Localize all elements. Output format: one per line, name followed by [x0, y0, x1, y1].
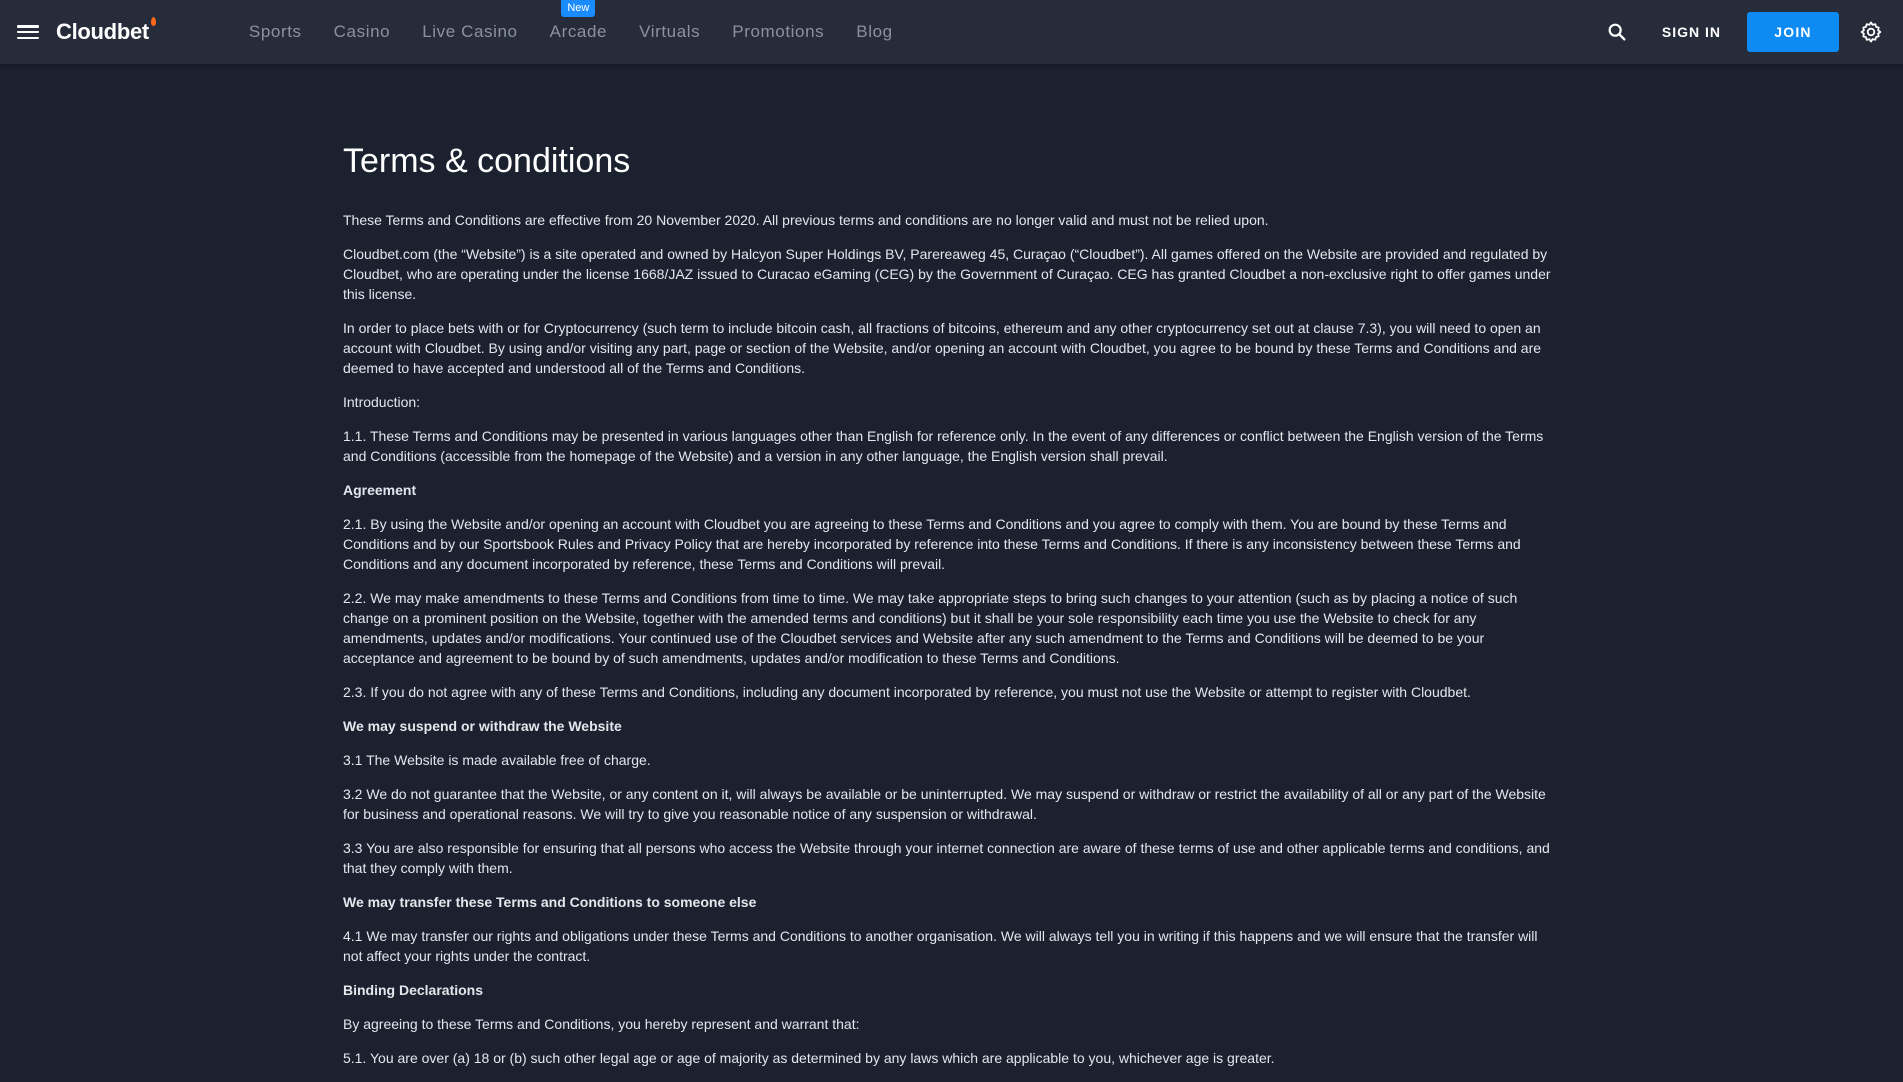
- terms-paragraph: 3.2 We do not guarantee that the Website, or any content on it, will always be available or be uninterrupted. We may suspend or withdraw or restrict the availability of all or any part of the Website for business and operational reasons. We will try to give you reasonable notice of any suspension or withdrawal.: [343, 786, 1546, 822]
- nav-label: Promotions: [732, 22, 825, 41]
- nav-label: Sports: [248, 22, 302, 41]
- section-heading: Agreement: [343, 482, 417, 498]
- top-navigation-bar: [0, 0, 1903, 64]
- terms-paragraph: Introduction:: [343, 394, 421, 410]
- search-icon[interactable]: [1606, 21, 1628, 43]
- menu-icon[interactable]: [15, 22, 41, 42]
- nav-item-promotions[interactable]: [732, 0, 824, 64]
- gear-icon[interactable]: [1859, 20, 1883, 44]
- header-actions: [1606, 0, 1903, 64]
- main-nav: [249, 0, 925, 64]
- nav-label: Virtuals: [639, 22, 701, 41]
- section-heading: We may transfer these Terms and Conditions to someone else: [343, 894, 757, 910]
- section-heading: We may suspend or withdraw the Website: [343, 718, 622, 734]
- nav-label: Arcade: [549, 22, 608, 41]
- nav-item-casino[interactable]: [334, 0, 391, 64]
- nav-item-sports[interactable]: [249, 0, 302, 64]
- terms-paragraph: In order to place bets with or for Cryptocurrency (such term to include bitcoin cash, all fractions of bitcoins, ethereum and any other cryptocurrency set out at clause 7.3), you will need to open an account with Cloudbet. By using and/or visiting any part, page or section of the Website, and/or opening an account with Cloudbet, you agree to be bound by these Terms and Conditions and are deemed to have accepted and understood all of the Terms and Conditions.: [343, 320, 1542, 376]
- terms-paragraph: 3.3 You are also responsible for ensuring that all persons who access the Website through your internet connection are aware of these terms of use and other applicable terms and conditions, and that they comply with them.: [343, 840, 1550, 876]
- nav-item-live-casino[interactable]: [422, 0, 517, 64]
- nav-label: Blog: [856, 22, 893, 41]
- nav-item-arcade[interactable]: [550, 0, 607, 64]
- terms-paragraph: 2.3. If you do not agree with any of these Terms and Conditions, including any document incorporated by reference, you must not use the Website or attempt to register with Cloudbet.: [343, 684, 1471, 700]
- nav-item-virtuals[interactable]: [639, 0, 700, 64]
- terms-paragraphs: [343, 210, 1558, 1068]
- terms-paragraph: By agreeing to these Terms and Conditions, you hereby represent and warrant that:: [343, 1016, 860, 1032]
- join-button[interactable]: JOIN: [1747, 12, 1839, 52]
- terms-paragraph: 1.1. These Terms and Conditions may be presented in various languages other than English for reference only. In the event of any differences or conflict between the English version of the Terms and Conditions (accessible from the homepage of the Website) and a version in any other language, the English version shall prevail.: [343, 428, 1544, 464]
- terms-paragraph: 2.1. By using the Website and/or opening an account with Cloudbet you are agreeing to these Terms and Conditions and you agree to comply with them. You are bound by these Terms and Conditions and by our Sportsbook Rules and Privacy Policy that are hereby incorporated by reference into these Terms and Conditions. If there is any inconsistency between these Terms and Conditions and any document incorporated by reference, these Terms and Conditions will prevail.: [343, 516, 1521, 572]
- terms-paragraph: These Terms and Conditions are effective from 20 November 2020. All previous terms and conditions are no longer valid and must not be relied upon.: [343, 212, 1269, 228]
- new-badge: New: [561, 0, 595, 17]
- nav-label: Casino: [333, 22, 391, 41]
- terms-paragraph: 2.2. We may make amendments to these Terms and Conditions from time to time. We may take appropriate steps to bring such changes to your attention (such as by placing a notice of such change on a prominent position on the Website, together with the amended terms and conditions) but it shall be your sole responsibility each time you use the Website to check for any amendments, updates and/or modifications. Your continued use of the Cloudbet services and Website after any such amendment to the Terms and Conditions will be deemed to be your acceptance and agreement to be bound by of such amendments, updates and/or modification to these Terms and Conditions.: [343, 590, 1518, 666]
- nav-label: Live Casino: [422, 22, 518, 41]
- terms-paragraph: Cloudbet.com (the “Website”) is a site operated and owned by Halcyon Super Holdings BV, Parereaweg 45, Curaçao (“Cloudbet”). All games offered on the Website are provided and regulated by Cloudbet, who are operating under the license 1668/JAZ issued to Curacao eGaming (CEG) by the Government of Curaçao. CEG has granted Cloudbet a non-exclusive right to offer games under this license.: [343, 246, 1551, 302]
- page-title: Terms & conditions: [343, 142, 631, 180]
- nav-item-blog[interactable]: [856, 0, 892, 64]
- terms-paragraph: 4.1 We may transfer our rights and obligations under these Terms and Conditions to another organisation. We will always tell you in writing if this happens and we will ensure that the transfer will not affect your rights under the contract.: [343, 928, 1538, 964]
- sign-in-button[interactable]: SIGN IN: [1661, 24, 1721, 40]
- logo-flame-icon: [151, 17, 156, 26]
- terms-content: [343, 138, 1558, 1082]
- section-heading: Binding Declarations: [343, 982, 484, 998]
- cloudbet-logo[interactable]: [56, 19, 149, 45]
- terms-paragraph: 5.1. You are over (a) 18 or (b) such other legal age or age of majority as determined by any laws which are applicable to you, whichever age is greater.: [343, 1050, 1275, 1066]
- logo-text: Cloudbet: [56, 19, 149, 44]
- terms-paragraph: 3.1 The Website is made available free of charge.: [343, 752, 651, 768]
